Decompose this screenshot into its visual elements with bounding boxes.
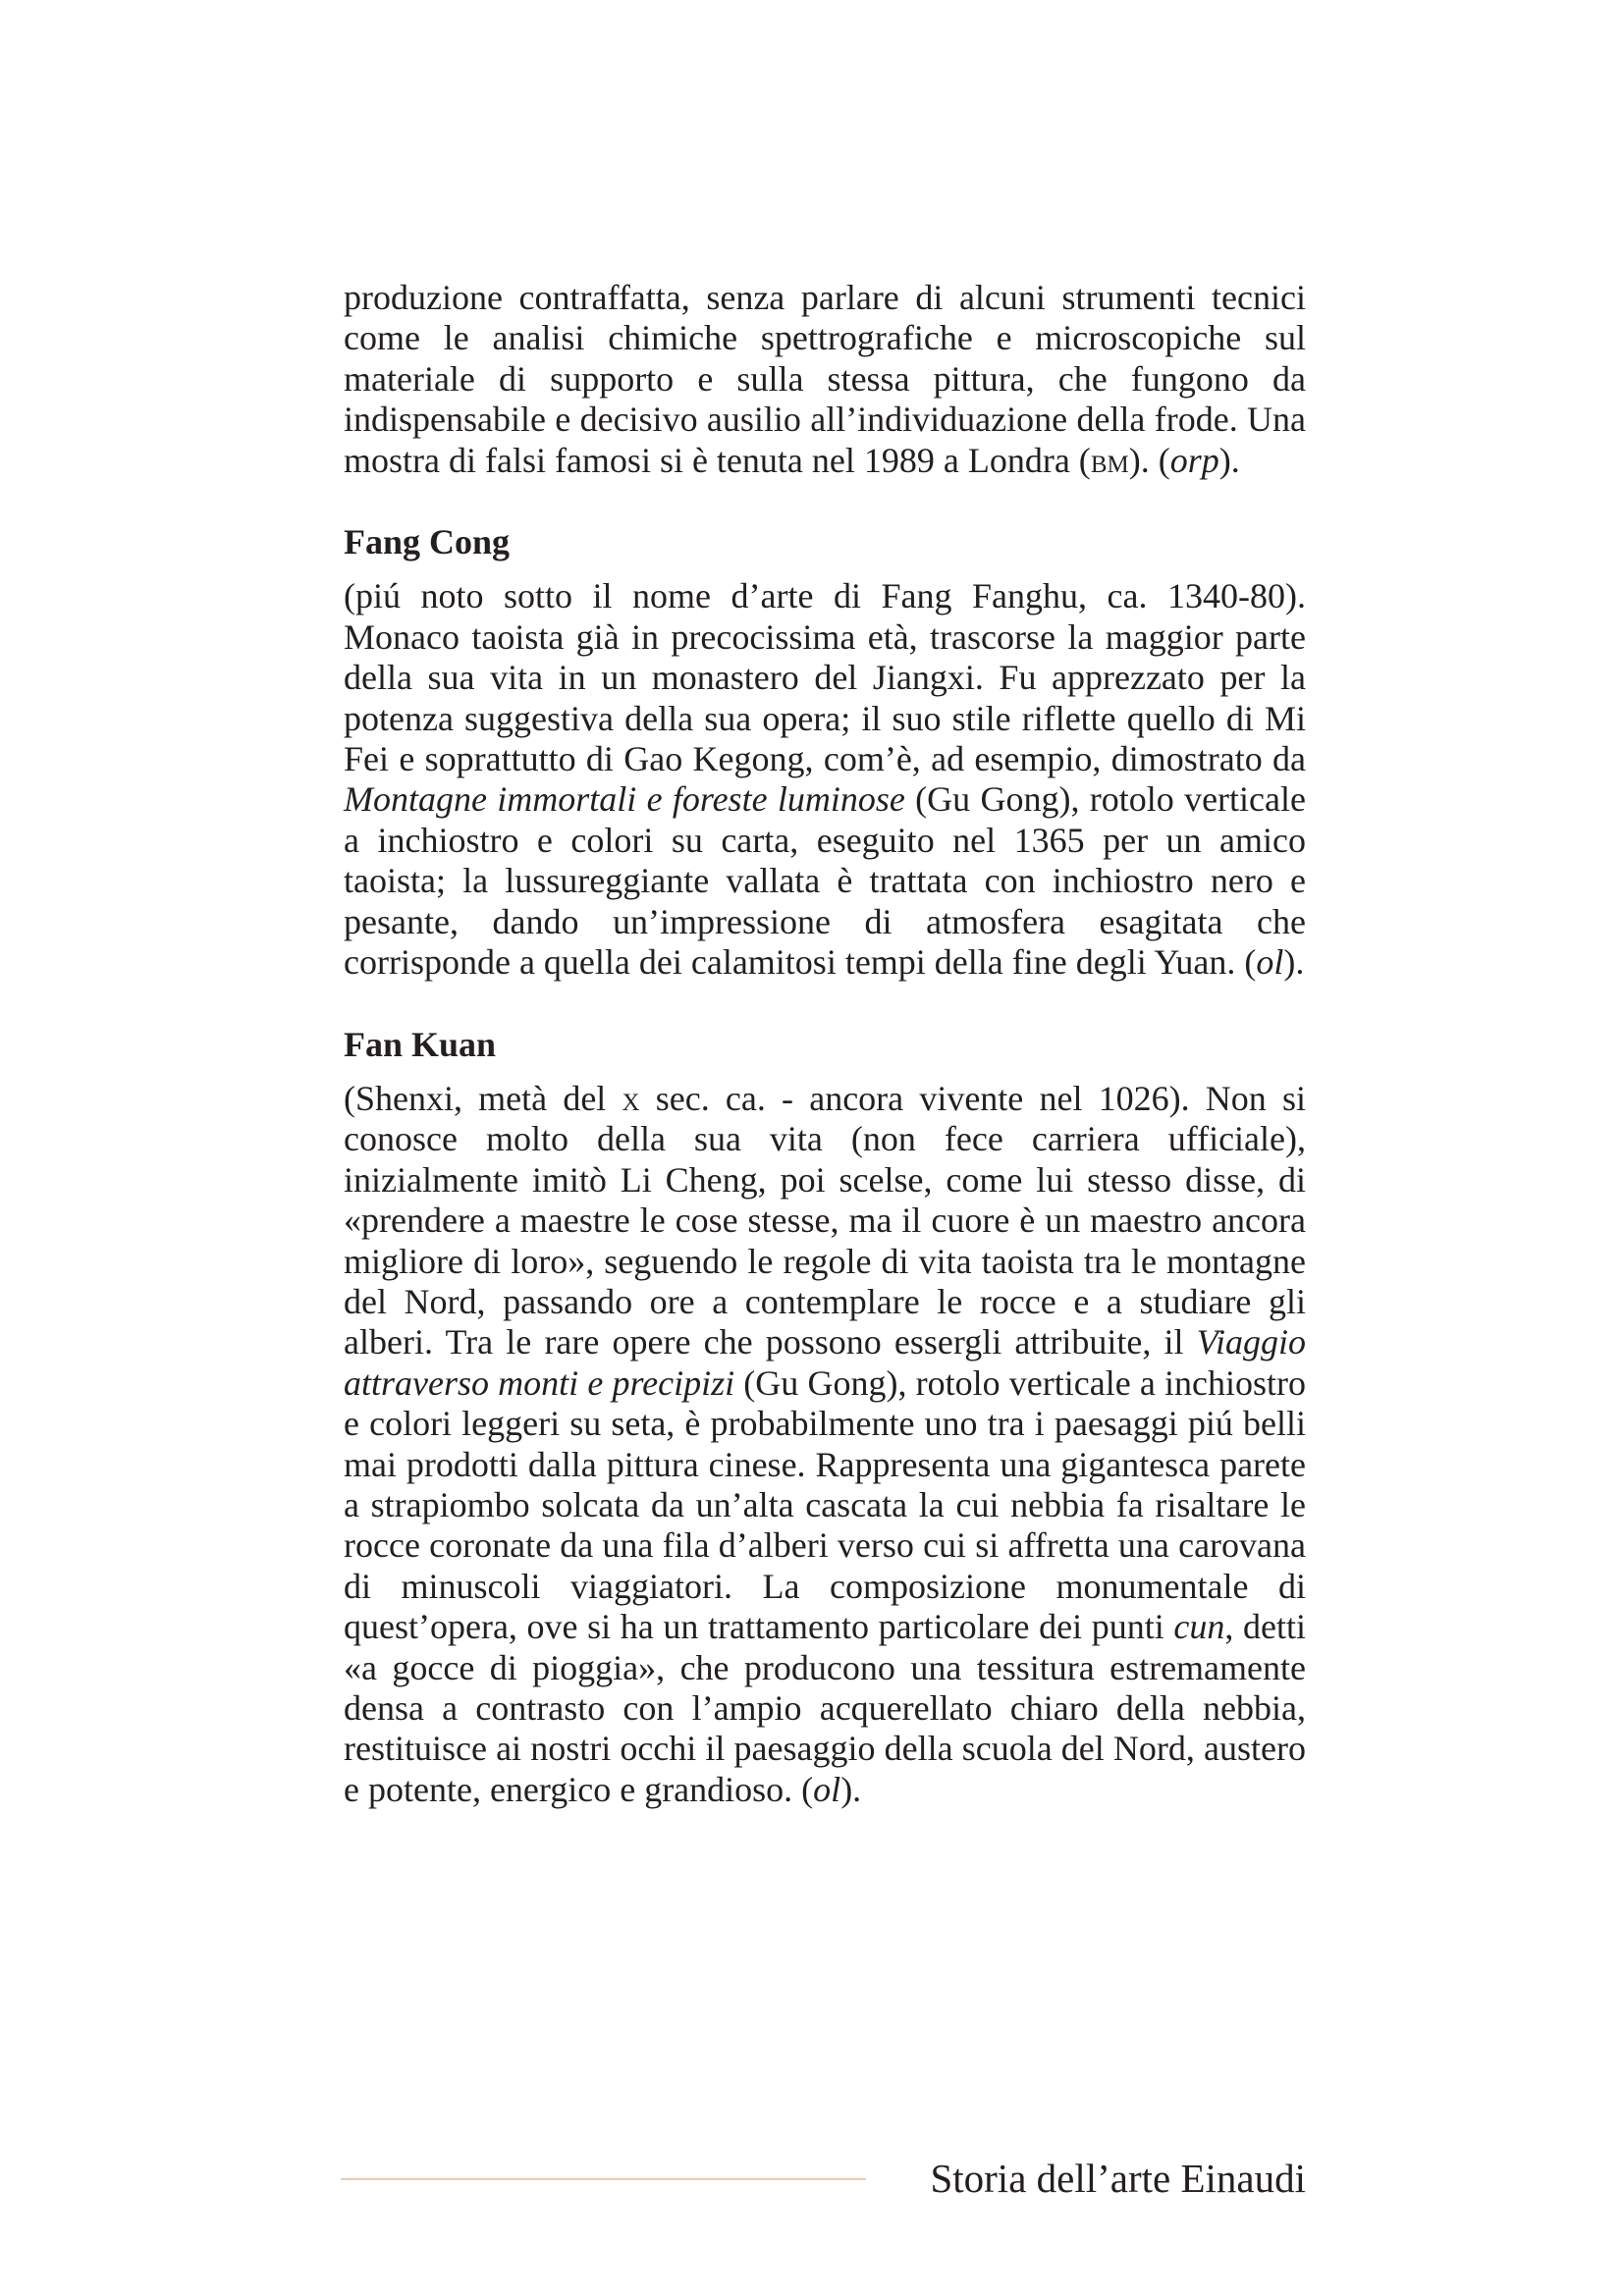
technical-term: cun	[1173, 1607, 1225, 1647]
page-body	[344, 278, 1306, 1810]
century-numeral: x	[622, 1078, 640, 1118]
intro-paragraph: produzione contraffatta, senza parlare di alcuni strumenti tecnici come le analisi chimiche spettrografiche e microscopiche sul materiale di supporto e sulla stessa pittura, che fungono da indispensabile e decisivo ausilio all’individuazione della frode. Una mostra di falsi famosi si è tenuta nel 1989 a Londra (bm). (orp).	[344, 278, 1306, 480]
author-initials: ol	[1256, 942, 1284, 983]
author-initials: ol	[813, 1769, 841, 1809]
museum-abbreviation: bm	[1090, 440, 1129, 480]
artwork-title: Viaggio attraverso monti e precipizi	[344, 1322, 1306, 1403]
entry-body-fan-kuan: (Shenxi, metà del x sec. ca. - ancora vivente nel 1026). Non si conosce molto della sua vita (non fece carriera ufficiale), inizialmente imitò Li Cheng, poi scelse, come lui stesso disse, di «prendere a maestre le cose stesse, ma il cuore è un maestro ancora migliore di loro», seguendo le regole di vita taoista tra le montagne del Nord, passando ore a contemplare le rocce e a studiare gli alberi. Tra le rare opere che possono essergli attribuite, il Viaggio attraverso monti e precipizi (Gu Gong), rotolo verticale a inchiostro e colori leggeri su seta, è probabilmente uno tra i paesaggi piú belli mai prodotti dalla pittura cinese. Rappresenta una gigantesca parete a strapiombo solcata da un’alta cascata la cui nebbia fa risaltare le rocce coronate da una fila d’alberi verso cui si affretta una carovana di minuscoli viaggiatori. La composizione monumentale di quest’opera, ove si ha un trattamento particolare dei punti cun, detti «a gocce di pioggia», che producono una tessitura estremamente densa a contrasto con l’ampio acquerellato chiaro della nebbia, restituisce ai nostri occhi il paesaggio della scuola del Nord, austero e potente, energico e grandioso. (ol).	[344, 1078, 1307, 1809]
entry-title-fan-kuan: Fan Kuan	[344, 1024, 497, 1064]
footer-series-title: Storia dell’arte Einaudi	[930, 2156, 1306, 2201]
footer-divider	[341, 2178, 866, 2180]
entry-title-fang-cong: Fang Cong	[344, 522, 511, 562]
author-initials: orp	[1169, 440, 1219, 480]
artwork-title: Montagne immortali e foreste luminose	[344, 779, 905, 820]
entry-body-fang-cong: (piú noto sotto il nome d’arte di Fang Fanghu, ca. 1340-80). Monaco taoista già in precocissima età, trascorse la maggior parte della sua vita in un monastero del Jiangxi. Fu apprezzato per la potenza suggestiva della sua opera; il suo stile riflette quello di Mi Fei e soprattutto di Gao Kegong, com’è, ad esempio, dimostrato da Montagne immortali e foreste luminose (Gu Gong), rotolo verticale a inchiostro e colori su carta, eseguito nel 1365 per un amico taoista; la lussureggiante vallata è trattata con inchiostro nero e pesante, dando un’impressione di atmosfera esagitata che corrisponde a quella dei calamitosi tempi della fine degli Yuan. (ol).	[344, 576, 1306, 983]
